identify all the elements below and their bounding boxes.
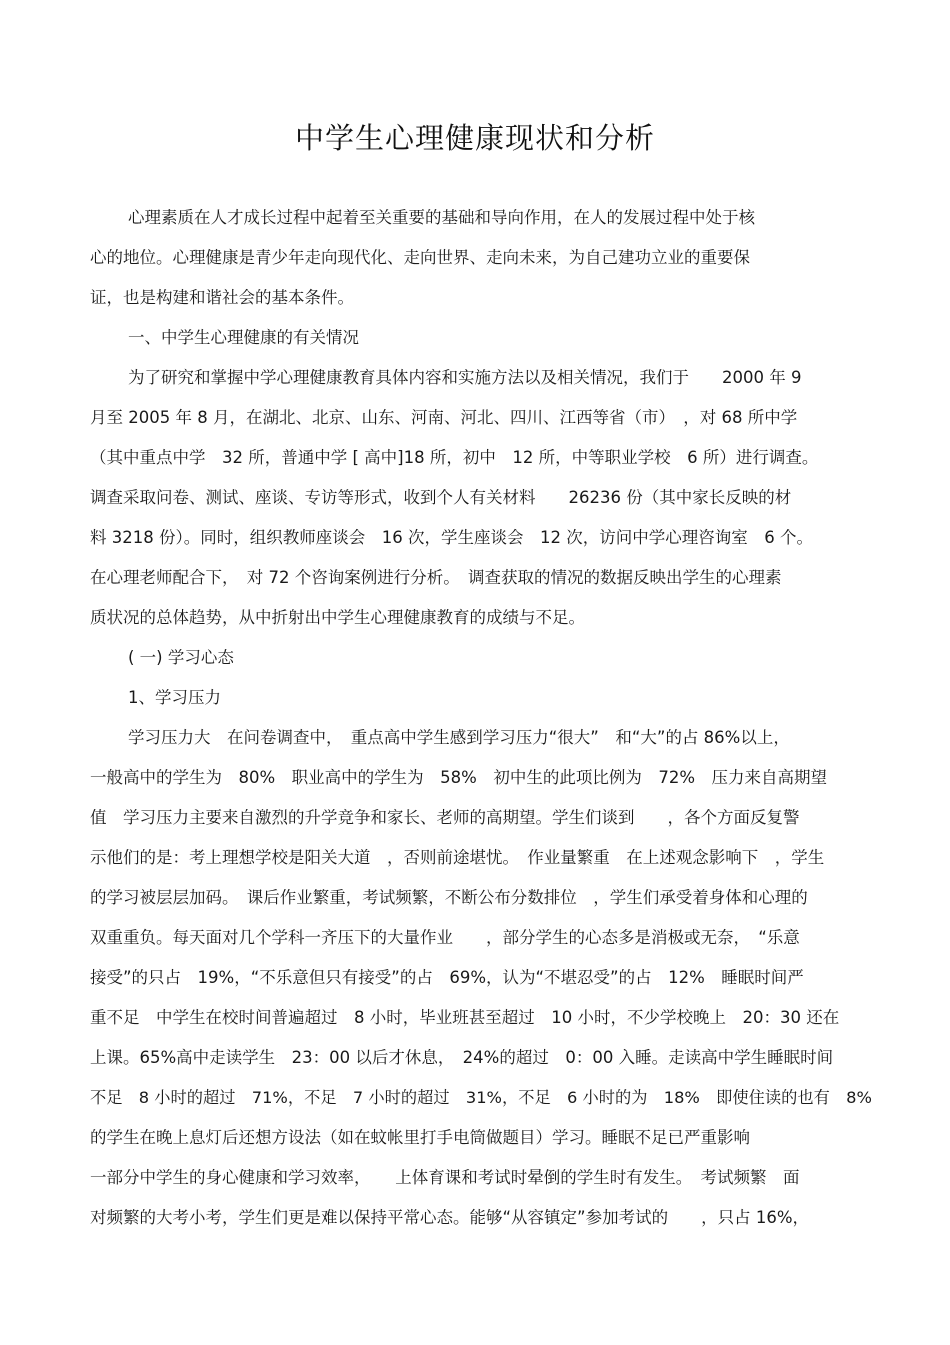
- paragraph-line: （其中重点中学 32 所，普通中学 [ 高中]18 所，初中 12 所，中等职业学校 6 所）进行调查。: [90, 448, 819, 467]
- paragraph-line: 调查采取问卷、测试、座谈、专访等形式，收到个人有关材料 26236 份（其中家长反映的材: [90, 488, 792, 507]
- paragraph-line: 学习压力大 在问卷调查中， 重点高中学生感到学习压力“很大” 和“大”的占 86%以上，: [128, 728, 790, 747]
- paragraph-line: 双重重负。每天面对几个学科一齐压下的大量作业 ，部分学生的心态多是消极或无奈， “乐意: [90, 928, 800, 947]
- paragraph-line: 证，也是构建和谐社会的基本条件。: [90, 288, 354, 307]
- paragraph-line: 一般高中的学生为 80% 职业高中的学生为 58% 初中生的此项比例为 72% 压力来自高期望: [90, 768, 828, 787]
- subsection-heading: ( 一) 学习心态: [128, 648, 234, 667]
- paragraph-line: 上课。65%高中走读学生 23：00 以后才休息， 24%的超过 0：00 入睡。走读高中学生睡眠时间: [90, 1048, 834, 1067]
- section-heading: 一、中学生心理健康的有关情况: [128, 328, 359, 347]
- document-title: 中学生心理健康现状和分析: [294, 121, 655, 155]
- paragraph-line: 的学生在晚上息灯后还想方设法（如在蚊帐里打手电筒做题目）学习。睡眠不足已严重影响: [90, 1128, 750, 1147]
- paragraph-line: 在心理老师配合下， 对 72 个咨询案例进行分析。 调查获取的情况的数据反映出学生的心理素: [90, 568, 782, 587]
- paragraph-line: 对频繁的大考小考，学生们更是难以保持平常心态。能够“从容镇定”参加考试的 ，只占 16%，: [90, 1208, 810, 1227]
- paragraph-line: 心理素质在人才成长过程中起着至关重要的基础和导向作用，在人的发展过程中处于核: [128, 208, 755, 227]
- paragraph-line: 示他们的是：考上理想学校是阳关大道 ，否则前途堪忧。 作业量繁重 在上述观念影响下 ，学生: [90, 848, 825, 867]
- paragraph-line: 心的地位。心理健康是青少年走向现代化、走向世界、走向未来，为自己建功立业的重要保: [90, 248, 750, 267]
- paragraph-line: 重不足 中学生在校时间普遍超过 8 小时，毕业班甚至超过 10 小时，不少学校晚上 20：30 还在: [90, 1008, 840, 1027]
- paragraph-line: 的学习被层层加码。 课后作业繁重，考试频繁，不断公布分数排位 ，学生们承受着身体和心理的: [90, 888, 808, 907]
- paragraph-line: 一部分中学生的身心健康和学习效率， 上体育课和考试时晕倒的学生时有发生。 考试频繁 面: [90, 1168, 800, 1187]
- paragraph-line: 值 学习压力主要来自激烈的升学竞争和家长、老师的高期望。学生们谈到 ，各个方面反复警: [90, 808, 800, 827]
- paragraph-line: 接受”的只占 19%，“不乐意但只有接受”的占 69%，认为“不堪忍受”的占 12% 睡眠时间严: [90, 968, 804, 987]
- paragraph-line: 为了研究和掌握中学心理健康教育具体内容和实施方法以及相关情况，我们于 2000 年 9: [128, 368, 802, 387]
- paragraph-line: 不足 8 小时的超过 71%，不足 7 小时的超过 31%，不足 6 小时的为 18% 即使住读的也有 8%: [90, 1088, 872, 1107]
- paragraph-line: 月至 2005 年 8 月，在湖北、北京、山东、河南、河北、四川、江西等省（市） ，对 68 所中学: [90, 408, 798, 427]
- paragraph-line: 料 3218 份）。同时，组织教师座谈会 16 次，学生座谈会 12 次，访问中学心理咨询室 6 个。: [90, 528, 813, 547]
- subsection-heading: 1、学习压力: [128, 688, 221, 707]
- paragraph-line: 质状况的总体趋势，从中折射出中学生心理健康教育的成绩与不足。: [90, 608, 585, 627]
